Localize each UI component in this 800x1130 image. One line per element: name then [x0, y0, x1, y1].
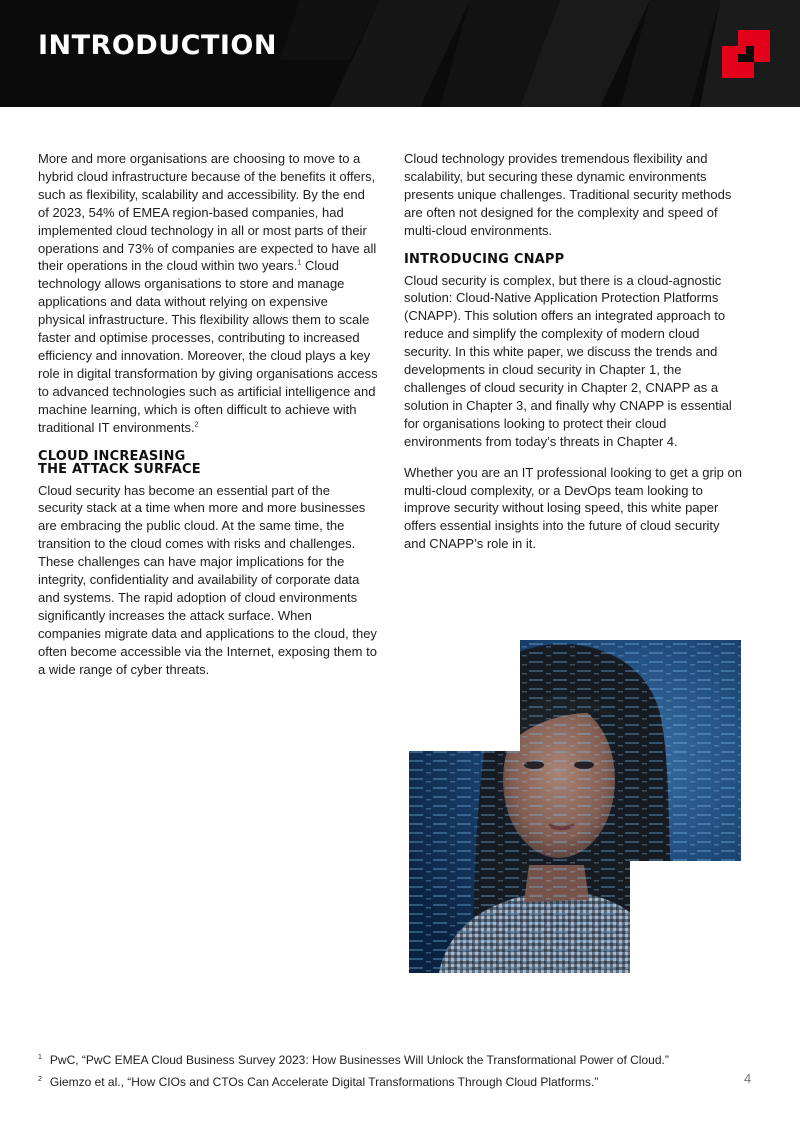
right-column	[404, 150, 744, 566]
page-number: 4	[744, 1071, 752, 1086]
attack-surface-paragraph: Cloud security has become an essential part of the security stack at a time when more and more businesses are embracing the public cloud. At the same time, the transition to the cloud comes with risks and challenges. These challenges can have major implications for the integrity, confidentiality and availability of corporate data and systems. The rapid adoption of cloud environments significantly increases the attack surface. When companies migrate data and applications to the cloud, they often become accessible via the Internet, exposing them to a wide range of cyber threats.	[38, 482, 377, 677]
footnote-text: Giemzo et al., “How CIOs and CTOs Can Accelerate Digital Transformations Through Cloud Platforms.”	[49, 1075, 599, 1089]
intro-text: More and more organisations are choosing to move to a hybrid cloud infrastructure because of the benefits it offers, such as flexibility, scalability and accessibility. By the end of 2023, 54% of EMEA region-based companies, had implemented cloud technology in all or most parts of their operations and 73% of companies are expected to have all their operations in the cloud within two years.	[38, 151, 377, 274]
footnote-text: PwC, “PwC EMEA Cloud Business Survey 2023: How Businesses Will Unlock the Transformational Power of Cloud.”	[49, 1053, 669, 1067]
left-column	[38, 150, 378, 691]
page-header	[0, 0, 800, 107]
intro-text-cont: Cloud technology allows organisations to store and manage applications and data without relying on expensive physical infrastructure. This flexibility allows them to scale faster and optimise processes, contributing to increased efficiency and innovation. Moreover, the cloud plays a key role in digital transformation by giving organisations access to advanced technologies such as artificial intelligence and machine learning, which is often difficult to achieve with traditional IT environments.	[38, 258, 378, 435]
footnote-number: 1	[38, 1054, 42, 1061]
cnapp-paragraph: Cloud security is complex, but there is a cloud-agnostic solution: Cloud-Native Application Protection Platforms (CNAPP). This solution offers an integrated approach to reduce and simplify the complexity of modern cloud security. In this white paper, we discuss the trends and developments in cloud security in Chapter 1, the challenges of cloud security in Chapter 2, CNAPP as a solution in Chapter 3, and finally why CNAPP is essential for organisations looking to protect their cloud environments from today’s threats in Chapter 4.	[404, 272, 732, 449]
intro-paragraph	[38, 150, 378, 437]
audience-paragraph: Whether you are an IT professional looking to get a grip on multi-cloud complexity, or a DevOps team looking to improve security without losing speed, this white paper offers essential insights into the future of cloud security and CNAPP’s role in it.	[404, 464, 742, 552]
footnote-1	[38, 1048, 738, 1070]
heading-line: CLOUD INCREASING	[38, 448, 186, 464]
stacked-squares-logo-icon	[722, 30, 770, 78]
footnote-ref-1: 1	[297, 260, 302, 268]
footnote-number: 2	[38, 1076, 42, 1083]
section-heading-cnapp: INTRODUCING CNAPP	[404, 251, 565, 267]
footnote-ref-2: 2	[194, 421, 199, 429]
footnotes	[38, 1048, 738, 1092]
footnote-2	[38, 1070, 738, 1092]
woman-with-data-overlay-photo	[409, 640, 741, 973]
cloud-flexibility-paragraph: Cloud technology provides tremendous flexibility and scalability, but securing these dynamic environments presents unique challenges. Traditional security methods are often not designed for the complexity and speed of multi-cloud environments.	[404, 151, 732, 238]
heading-line: THE ATTACK SURFACE	[38, 461, 201, 477]
page-title: INTRODUCTION	[38, 30, 277, 61]
section-heading-attack-surface	[38, 450, 378, 476]
